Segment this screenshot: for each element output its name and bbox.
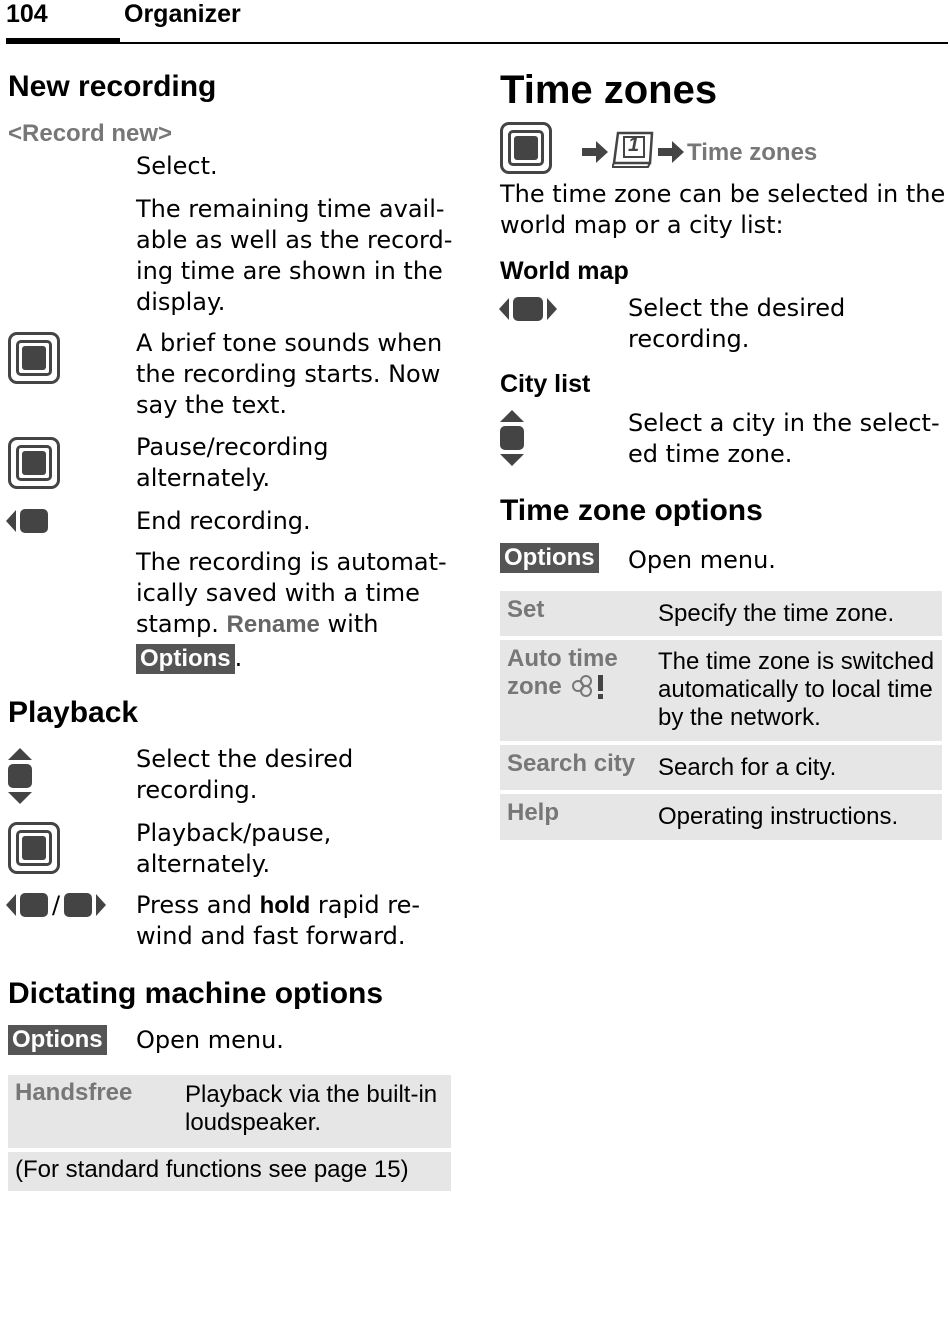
options-softkey[interactable]: Options — [136, 644, 235, 674]
city-list-heading: City list — [500, 370, 591, 398]
slash-separator: / — [52, 891, 61, 919]
right-key-icon — [62, 892, 106, 918]
set-option[interactable]: Set — [507, 596, 545, 623]
dictating-options-key-wrap — [8, 1025, 107, 1055]
auto-time-zone-option[interactable]: Auto time zone — [507, 645, 618, 700]
end-recording-text: End recording. — [136, 507, 311, 535]
time-zone-options-heading: Time zone options — [500, 494, 763, 527]
up-down-key-icon — [6, 748, 34, 804]
options-softkey[interactable]: Options — [500, 543, 599, 573]
left-key-icon — [6, 892, 50, 918]
rename-menu-item: Rename — [226, 611, 320, 638]
handsfree-option[interactable]: Handsfree — [15, 1079, 133, 1106]
help-option[interactable]: Help — [507, 799, 560, 826]
left-key-icon — [6, 508, 50, 534]
center-key-icon — [8, 822, 60, 874]
menu-icon-digit: 1 — [628, 134, 640, 156]
standard-functions-text: (For standard functions see page 15) — [15, 1156, 409, 1183]
remaining-time-text: The remaining time avail- able as well as the record- ing time are shown in the display. — [136, 195, 453, 316]
auto-time-zone-desc: The time zone is switched automatically to local time by the network. — [658, 648, 935, 731]
dictating-options-heading: Dictating machine options — [8, 977, 384, 1010]
open-menu-text: Open menu. — [136, 1026, 284, 1054]
new-recording-heading: New recording — [8, 70, 217, 103]
playback-pause-text: Playback/pause, alternately. — [136, 819, 332, 878]
table-row — [500, 794, 942, 840]
center-key-icon — [8, 437, 60, 489]
section-title: Organizer — [124, 0, 241, 28]
search-city-option[interactable]: Search city — [507, 750, 636, 777]
search-city-desc: Search for a city. — [658, 754, 837, 781]
dictating-options-table — [8, 1075, 451, 1148]
left-right-key-icon — [499, 296, 557, 322]
center-key-icon — [500, 122, 552, 174]
center-key-icon — [8, 332, 60, 384]
network-service-icon — [568, 673, 608, 699]
header-rule — [6, 42, 948, 44]
up-down-key-icon — [498, 410, 526, 466]
auto-saved-text: The recording is automat- ically saved with a time stamp. Rename with Options . — [136, 548, 447, 672]
pause-recording-text: Pause/recording alternately. — [136, 433, 329, 492]
record-new-menu-label: <Record new> — [8, 120, 173, 147]
rewind-forward-text: Press and hold rapid re- wind and fast forward. — [136, 891, 420, 950]
standard-functions-note — [8, 1152, 451, 1191]
set-desc: Specify the time zone. — [658, 600, 895, 627]
city-list-desc: Select a city in the select- ed time zone. — [628, 409, 940, 468]
table-row — [500, 591, 942, 636]
organizer-menu-icon — [612, 129, 654, 169]
playback-heading: Playback — [8, 696, 139, 729]
table-row — [500, 745, 942, 790]
table-row — [500, 640, 942, 741]
brief-tone-text: A brief tone sounds when the recording starts. Now say the text. — [136, 329, 443, 419]
select-text: Select. — [136, 152, 218, 180]
tz-open-menu-text: Open menu. — [628, 546, 776, 574]
time-zones-intro: The time zone can be selected in the world map or a city list: — [500, 180, 946, 239]
world-map-heading: World map — [500, 257, 629, 285]
tz-options-key-wrap — [500, 543, 599, 573]
world-map-desc: Select the desired recording. — [628, 294, 846, 353]
select-recording-text: Select the desired recording. — [136, 745, 354, 804]
time-zones-heading: Time zones — [500, 68, 718, 112]
help-desc: Operating instructions. — [658, 803, 899, 830]
time-zones-path-label: Time zones — [687, 139, 818, 166]
arrow-right-icon — [656, 134, 686, 170]
page-number: 104 — [6, 0, 48, 28]
arrow-right-icon — [580, 134, 610, 170]
handsfree-desc: Playback via the built-in loudspeaker. — [185, 1081, 438, 1136]
options-softkey[interactable]: Options — [8, 1025, 107, 1055]
